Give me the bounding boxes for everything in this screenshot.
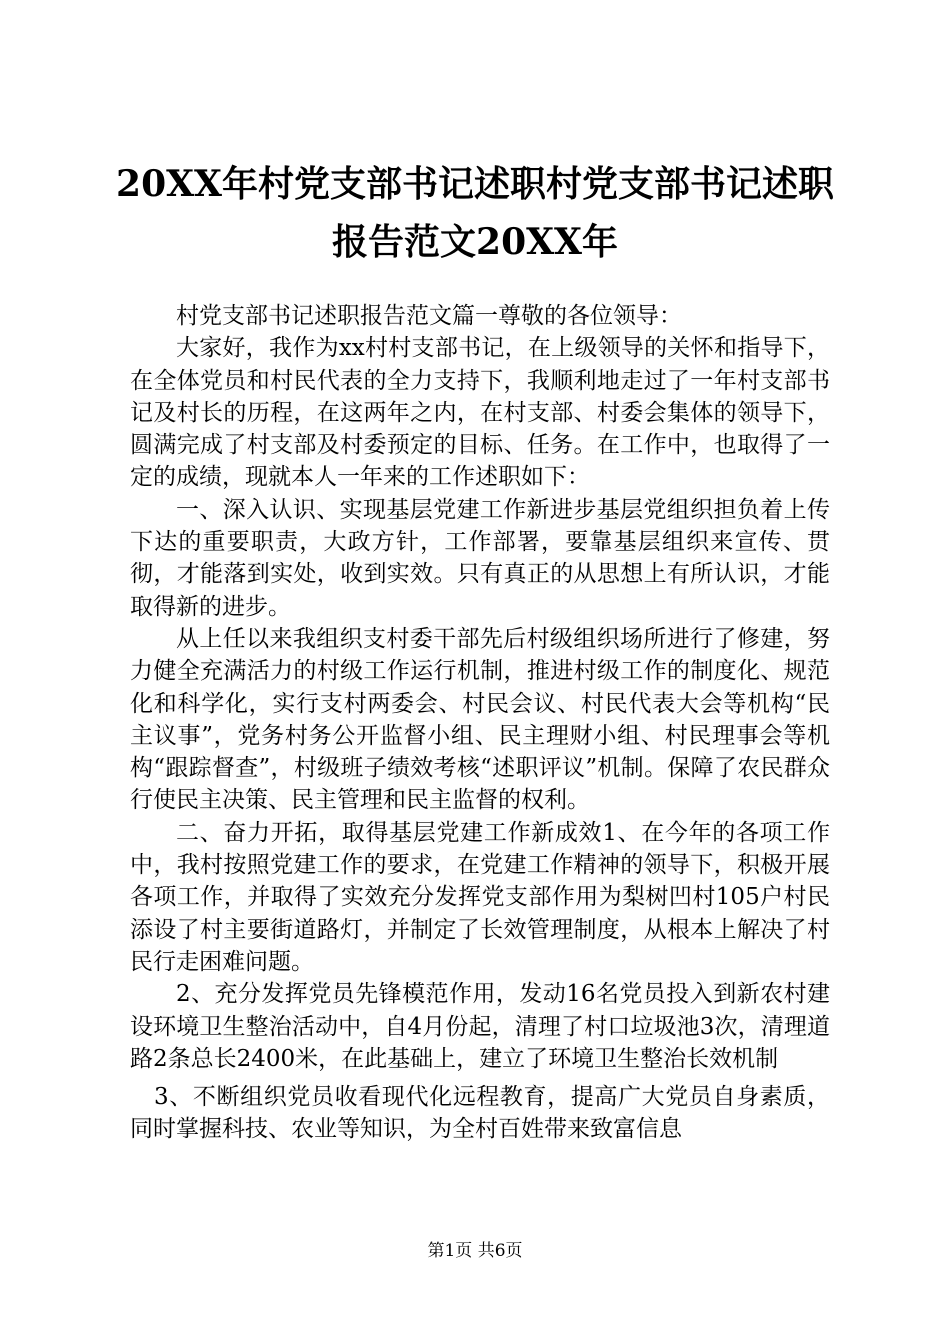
document-title-line-2: 报告范文20XX年 xyxy=(332,221,618,263)
paragraph-section-one: 一、深入认识、实现基层党建工作新进步基层党组织担负着上传下达的重要职责，大政方针，工作部署，要靠基层组织来宣传、贯彻，才能落到实处，收到实效。只有真正的从思想上有所认识，才能取得新的进步。 xyxy=(130,496,830,620)
page-footer: 第1页 共6页 xyxy=(427,1241,523,1261)
paragraph-item-three: 3、不断组织党员收看现代化远程教育，提高广大党员自身素质，同时掌握科技、农业等知识，为全村百姓带来致富信息 xyxy=(130,1084,830,1143)
paragraph-intro: 大家好，我作为xx村村支部书记，在上级领导的关怀和指导下，在全体党员和村民代表的全力支持下，我顺利地走过了一年村支部书记及村长的历程，在这两年之内，在村支部、村委会集体的领导下，圆满完成了村支部及村委预定的目标、任务。在工作中，也取得了一定的成绩，现就本人一年来的工作述职如下： xyxy=(130,335,830,491)
document-body xyxy=(130,300,830,1146)
document-title-line-1: 20XX年村党支部书记述职村党支部书记述职 xyxy=(116,163,834,205)
paragraph-item-two: 2、充分发挥党员先锋模范作用，发动16名党员投入到新农村建设环境卫生整治活动中，自4月份起，清理了村口垃圾池3次，清理道路2条总长2400米，在此基础上，建立了环境卫生整治长效机制 xyxy=(130,981,830,1072)
paragraph-organization: 从上任以来我组织支村委干部先后村级组织场所进行了修建，努力健全充满活力的村级工作运行机制，推进村级工作的制度化、规范化和科学化，实行支村两委会、村民会议、村民代表大会等机构“民主议事”，党务村务公开监督小组、民主理财小组、村民理事会等机构“跟踪督查”，村级班子绩效考核“述职评议”机制。保障了农民群众行使民主决策、民主管理和民主监督的权利。 xyxy=(130,625,830,814)
paragraph-section-two: 二、奋力开拓，取得基层党建工作新成效1、在今年的各项工作中，我村按照党建工作的要求，在党建工作精神的领导下，积极开展各项工作，并取得了实效充分发挥党支部作用为梨树凹村105户村民添设了村主要街道路灯，并制定了长效管理制度，从根本上解决了村民行走困难问题。 xyxy=(130,819,830,975)
paragraph-greeting: 村党支部书记述职报告范文篇一尊敬的各位领导： xyxy=(176,303,682,329)
